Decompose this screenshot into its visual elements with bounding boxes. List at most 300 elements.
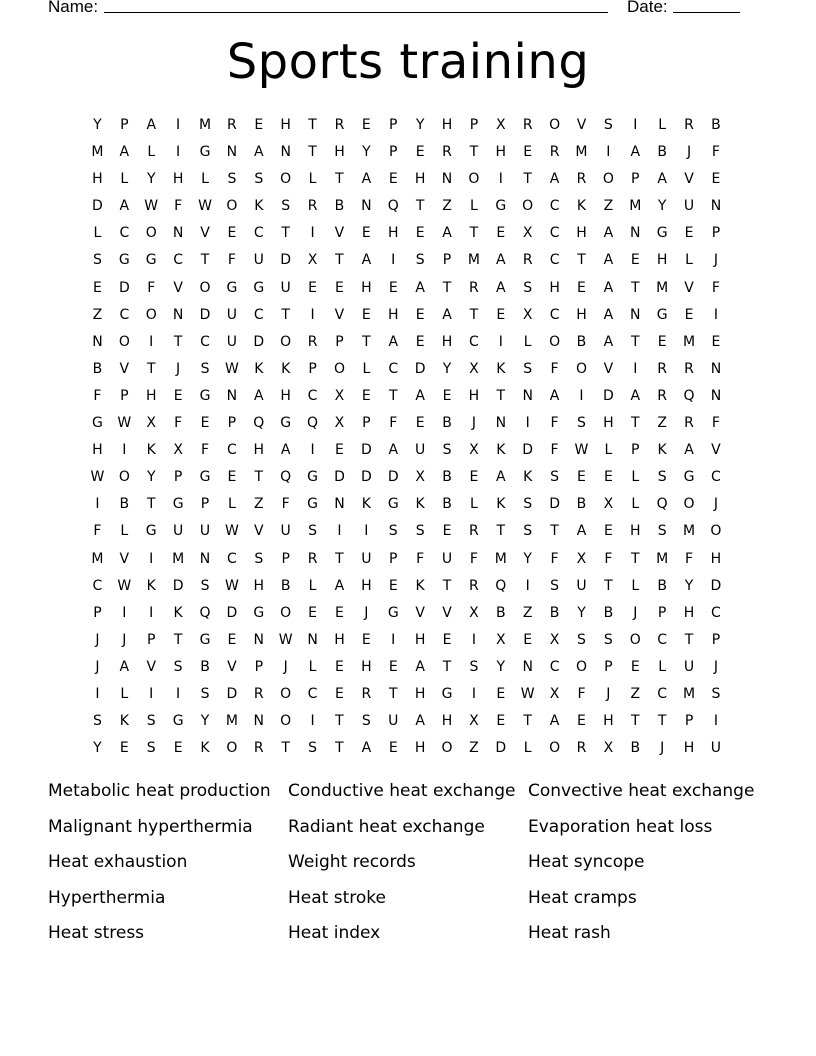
grid-letter: H [603,415,614,432]
grid-letter: I [149,550,154,567]
grid-letter: M [656,279,669,296]
grid-letter: Y [415,117,425,133]
grid-letter: N [441,171,453,188]
grid-letter: N [495,415,507,432]
grid-letter: D [334,469,345,486]
grid-letter: G [172,713,184,730]
grid-letter: H [683,604,695,621]
grid-letter: P [604,658,613,675]
grid-letter: H [629,523,641,540]
grid-letter: G [226,279,238,296]
grid-letter: U [683,198,695,215]
grid-letter: E [335,604,344,621]
grid-letter: N [92,333,103,350]
grid-letter: L [523,333,532,350]
grid-letter: S [388,523,398,540]
grid-letter: K [254,360,264,377]
grid-letter: A [361,171,372,188]
grid-letter: B [442,469,452,486]
grid-letter: N [710,360,722,377]
grid-letter: T [630,415,640,432]
grid-letter: K [173,604,183,621]
grid-letter: N [253,713,265,730]
grid-letter: A [549,387,560,404]
grid-letter: E [442,523,452,540]
grid-letter: N [710,387,722,404]
grid-letter: E [254,117,264,133]
grid-letter: L [308,658,317,675]
grid-letter: F [711,144,720,161]
grid-letter: U [280,279,291,296]
grid-letter: B [549,604,560,621]
grid-letter: E [684,306,694,323]
grid-letter: J [283,658,288,675]
grid-letter: F [93,523,102,540]
grid-letter: R [307,550,318,567]
grid-letter: D [414,360,426,377]
grid-letter: L [120,171,129,188]
grid-letter: O [710,523,722,540]
grid-letter: W [90,469,105,486]
grid-letter: C [173,252,183,269]
grid-letter: Y [577,604,586,621]
grid-letter: O [575,360,587,377]
grid-letter: T [335,252,344,269]
grid-letter: B [657,577,667,594]
grid-letter: S [173,658,183,675]
grid-letter: I [310,713,315,730]
grid-letter: G [683,469,695,486]
grid-letter: V [334,225,345,242]
grid-letter: I [633,360,638,377]
grid-letter: S [550,577,560,594]
grid-letter: C [711,469,721,486]
grid-letter: L [631,469,640,486]
grid-letter: B [711,117,721,133]
grid-letter: P [281,550,290,567]
grid-letter: K [576,198,587,215]
grid-letter: A [603,225,614,242]
grid-letter: F [550,550,559,567]
grid-letter: E [335,442,344,459]
grid-letter: Q [495,577,507,594]
grid-letter: C [92,577,103,594]
word-list-item: Heat rash [528,923,611,943]
grid-letter: P [254,658,264,675]
grid-letter: S [308,523,318,540]
grid-letter: B [442,415,452,432]
grid-letter: R [657,387,668,404]
grid-letter: Y [657,198,667,215]
grid-letter: E [119,740,129,757]
grid-letter: F [147,279,156,296]
grid-letter: H [414,631,426,648]
grid-letter: S [254,550,264,567]
grid-letter: K [496,496,506,513]
grid-letter: G [118,252,130,269]
grid-letter: C [469,333,479,350]
grid-letter: I [122,604,127,621]
grid-letter: W [117,577,132,594]
grid-letter: C [657,685,668,702]
grid-letter: I [606,144,611,161]
grid-letter: P [335,333,344,350]
grid-letter: I [149,604,154,621]
grid-letter: C [253,225,264,242]
grid-letter: X [334,415,345,432]
grid-letter: E [496,685,506,702]
grid-letter: H [414,740,426,757]
grid-letter: S [361,713,371,730]
grid-letter: C [549,658,560,675]
grid-letter: S [657,523,667,540]
grid-letter: E [442,631,452,648]
grid-letter: K [254,198,264,215]
grid-letter: E [200,415,210,432]
page-title: Sports training [226,34,590,90]
grid-letter: O [280,171,292,188]
grid-letter: G [387,496,399,513]
grid-letter: I [713,713,718,730]
grid-letter: X [603,740,614,757]
grid-letter: E [684,225,694,242]
grid-letter: S [146,740,156,757]
grid-letter: P [120,387,129,404]
grid-letter: E [415,333,425,350]
word-list-item: Radiant heat exchange [288,816,485,837]
grid-letter: H [253,442,265,459]
grid-letter: C [657,631,668,648]
grid-letter: J [713,252,718,269]
grid-letter: Z [469,740,479,757]
grid-letter: I [498,171,503,188]
grid-letter: H [387,306,399,323]
grid-letter: O [280,685,292,702]
grid-letter: V [119,550,130,567]
word-list-item: Heat cramps [528,887,637,908]
grid-letter: R [334,117,345,133]
grid-letter: I [498,333,503,350]
grid-letter: C [549,306,560,323]
grid-letter: O [522,198,534,215]
grid-letter: W [144,198,159,215]
grid-letter: Y [684,577,694,594]
grid-letter: V [146,658,157,675]
grid-letter: F [281,496,290,513]
grid-letter: E [335,685,344,702]
grid-letter: H [92,442,103,459]
grid-letter: V [227,658,237,675]
grid-letter: D [226,604,238,621]
grid-letter: S [577,631,586,648]
grid-letter: O [683,496,695,513]
grid-letter: O [575,658,587,675]
grid-letter: R [469,279,479,296]
grid-letter: T [146,496,156,513]
grid-letter: H [468,387,480,404]
grid-letter: L [470,496,478,513]
grid-letter: L [604,442,613,459]
grid-letter: P [120,117,129,133]
grid-letter: R [307,333,318,350]
grid-letter: K [415,496,425,513]
grid-letter: O [118,333,130,350]
grid-letter: D [522,442,534,459]
grid-letter: L [308,577,317,594]
grid-letter: X [603,496,614,513]
grid-letter: L [362,360,371,377]
grid-letter: M [494,550,507,567]
grid-letter: K [146,577,156,594]
grid-letter: E [335,279,344,296]
grid-letter: T [442,279,452,296]
grid-letter: D [118,279,130,296]
grid-letter: H [414,685,426,702]
grid-letter: E [496,713,506,730]
grid-letter: F [604,550,613,567]
grid-letter: A [603,333,614,350]
grid-letter: E [711,171,721,188]
grid-letter: E [388,658,398,675]
grid-letter: B [92,360,103,377]
grid-letter: K [281,360,291,377]
grid-letter: W [520,685,535,702]
grid-letter: T [550,523,559,540]
grid-letter: K [657,442,667,459]
grid-letter: F [416,550,425,567]
grid-letter: U [441,550,453,567]
grid-letter: Z [522,604,533,621]
grid-letter: L [658,658,667,675]
grid-letter: P [173,469,183,486]
grid-letter: L [120,685,129,702]
grid-letter: A [496,252,506,269]
grid-letter: T [281,740,290,757]
grid-letter: Y [496,658,506,675]
grid-letter: R [361,685,372,702]
grid-letter: D [602,387,614,404]
grid-letter: I [310,442,315,459]
grid-letter: O [226,198,238,215]
grid-letter: U [388,713,399,730]
grid-letter: A [254,387,264,404]
word-list-item: Heat syncope [528,852,645,872]
grid-letter: J [471,415,476,432]
grid-letter: A [442,225,452,242]
grid-letter: S [93,713,102,730]
grid-letter: R [576,171,587,188]
grid-letter: E [711,333,721,350]
grid-letter: S [711,685,721,702]
grid-letter: W [224,523,239,540]
grid-letter: P [362,415,371,432]
grid-letter: O [118,469,130,486]
grid-letter: T [173,631,183,648]
grid-letter: N [630,225,641,242]
grid-letter: P [93,604,102,621]
grid-letter: E [415,144,425,161]
grid-letter: O [441,740,453,757]
grid-letter: I [149,333,154,350]
grid-letter: H [361,658,372,675]
grid-letter: S [200,360,210,377]
grid-letter: V [576,117,587,133]
grid-letter: B [576,496,587,513]
grid-letter: P [631,171,640,188]
grid-letter: H [172,171,184,188]
grid-letter: O [280,604,292,621]
grid-letter: I [471,631,476,648]
grid-letter: T [604,577,613,594]
grid-letter: Z [657,415,667,432]
grid-letter: W [224,360,239,377]
grid-letter: S [603,117,613,133]
grid-letter: F [550,442,559,459]
grid-letter: X [146,415,157,432]
grid-letter: N [280,144,291,161]
grid-letter: A [415,658,425,675]
grid-letter: Y [523,550,532,567]
grid-letter: Z [442,198,452,215]
grid-letter: E [308,604,317,621]
grid-letter: T [335,171,344,188]
grid-letter: C [307,685,318,702]
grid-letter: C [307,387,318,404]
grid-letter: J [686,144,692,161]
grid-letter: C [253,306,264,323]
grid-letter: T [469,225,479,242]
grid-letter: O [629,631,641,648]
grid-letter: E [630,658,640,675]
grid-letter: F [174,198,183,215]
grid-letter: L [308,171,317,188]
grid-letter: M [467,252,480,269]
grid-letter: M [91,550,104,567]
grid-letter: N [630,306,641,323]
grid-letter: N [361,198,372,215]
grid-letter: I [176,685,181,702]
grid-letter: C [549,225,560,242]
grid-letter: C [227,442,237,459]
grid-letter: W [278,631,293,648]
grid-letter: H [603,713,614,730]
grid-letter: E [388,279,398,296]
grid-letter: G [199,144,211,161]
grid-letter: E [577,469,586,486]
grid-letter: X [415,469,425,486]
grid-letter: O [549,740,561,757]
grid-letter: T [657,713,667,730]
grid-letter: A [496,279,506,296]
grid-letter: E [603,469,613,486]
grid-letter: S [603,631,613,648]
grid-letter: I [176,144,181,161]
grid-letter: F [550,415,559,432]
grid-letter: A [146,117,157,133]
grid-letter: A [119,198,130,215]
grid-letter: E [577,279,586,296]
word-list-item: Conductive heat exchange [288,781,516,801]
grid-letter: D [360,469,372,486]
grid-letter: T [442,658,452,675]
grid-letter: F [550,360,559,377]
grid-letter: M [682,685,696,702]
grid-letter: X [469,360,479,377]
grid-letter: S [308,740,318,757]
grid-letter: V [254,523,264,540]
grid-letter: A [603,252,614,269]
grid-letter: R [253,740,264,757]
grid-letter: G [441,685,453,702]
grid-letter: B [280,577,291,594]
grid-letter: N [226,387,238,404]
grid-letter: C [119,306,130,323]
grid-letter: T [523,171,532,188]
grid-letter: O [549,117,561,133]
grid-letter: L [93,225,102,242]
grid-letter: A [603,279,614,296]
grid-letter: D [549,496,560,513]
grid-letter: R [307,198,318,215]
grid-letter: L [227,496,236,513]
grid-letter: X [334,387,345,404]
grid-letter: I [391,252,396,269]
grid-letter: A [549,171,560,188]
grid-letter: J [713,658,718,675]
grid-letter: I [149,685,154,702]
grid-letter: H [253,577,265,594]
word-list-item: Metabolic heat production [48,781,271,801]
grid-letter: S [415,252,425,269]
grid-letter: J [606,685,611,702]
grid-letter: T [335,713,344,730]
word-list-item: Hyperthermia [48,887,166,908]
grid-letter: E [173,740,183,757]
grid-letter: X [469,442,479,459]
grid-letter: R [522,252,533,269]
word-list-item: Convective heat exchange [528,781,755,801]
grid-letter: C [388,360,399,377]
grid-letter: N [522,658,533,675]
grid-letter: P [442,252,452,269]
grid-letter: O [468,171,480,188]
grid-letter: A [334,577,345,594]
name-blank-line[interactable] [104,12,608,13]
word-list-item: Weight records [288,852,416,872]
grid-letter: B [334,198,345,215]
grid-letter: S [227,171,237,188]
grid-letter: I [95,685,100,702]
grid-letter: T [630,550,640,567]
grid-letter: S [415,523,425,540]
grid-letter: A [388,442,399,459]
grid-letter: A [630,144,641,161]
grid-letter: T [577,252,586,269]
grid-letter: N [307,631,318,648]
grid-letter: S [523,523,533,540]
date-blank-line[interactable] [673,12,740,13]
grid-letter: V [415,604,425,621]
grid-letter: J [633,604,638,621]
grid-letter: T [308,117,317,133]
grid-letter: A [442,306,452,323]
grid-letter: G [387,604,399,621]
grid-letter: E [227,631,237,648]
grid-letter: U [172,523,184,540]
grid-letter: Y [146,171,156,188]
grid-letter: H [361,279,372,296]
grid-letter: M [91,144,104,161]
